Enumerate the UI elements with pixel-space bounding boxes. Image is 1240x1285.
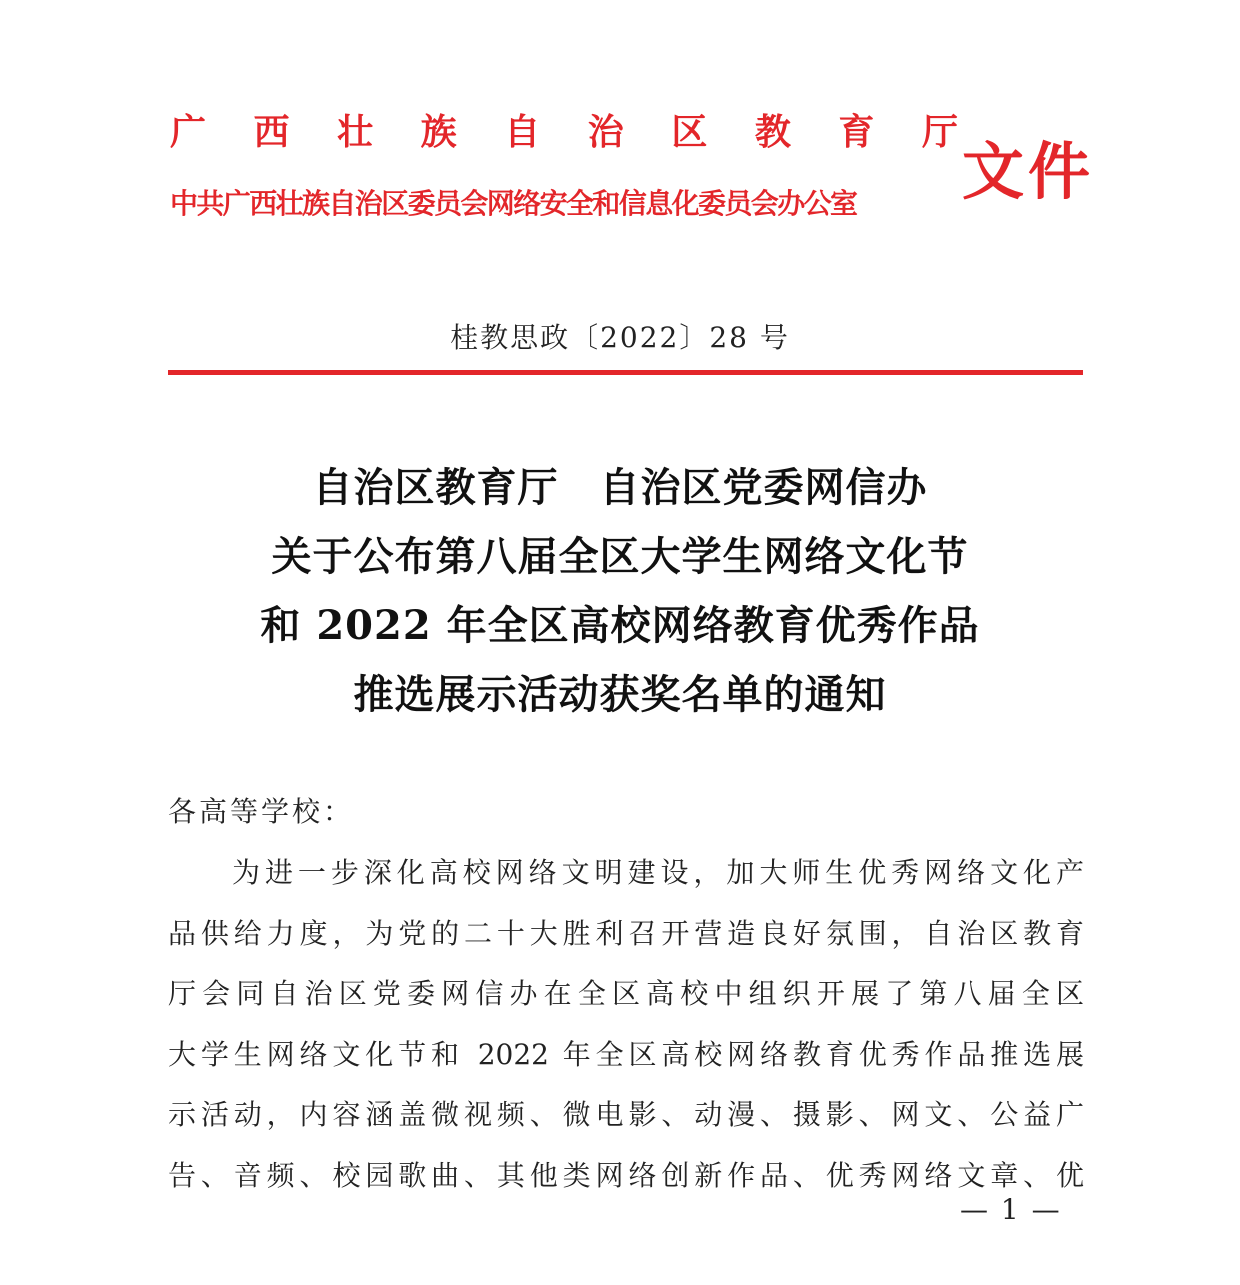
body-line: 告、音频、校园歌曲、其他类网络创新作品、优秀网络文章、优 <box>168 1158 1084 1192</box>
body-paragraph <box>168 843 1084 1207</box>
body-line: 品供给力度，为党的二十大胜利召开营造良好氛围，自治区教育 <box>168 916 1084 950</box>
body-line: 为进一步深化高校网络文明建设，加大师生优秀网络文化产 <box>232 856 1084 889</box>
document-title <box>0 453 1240 729</box>
title-line: 推选展示活动获奖名单的通知 <box>353 671 887 718</box>
title-line: 自治区教育厅 自治区党委网信办 <box>312 464 928 511</box>
document-number: 桂教思政〔2022〕28 号 <box>450 321 790 354</box>
body-line: 示活动，内容涵盖微视频、微电影、动漫、摄影、网文、公益广 <box>168 1098 1084 1132</box>
document-type-mark: 文件 <box>962 135 1095 208</box>
title-line: 和 2022 年全区高校网络教育优秀作品 <box>260 602 980 649</box>
red-divider-rule <box>168 370 1083 375</box>
title-line: 关于公布第八届全区大学生网络文化节 <box>271 533 969 580</box>
issuer-org-education-dept: 广西壮族自治区教育厅 <box>170 111 960 153</box>
salutation: 各高等学校： <box>168 795 355 828</box>
page-number: — 1 — <box>960 1193 1062 1226</box>
body-line: 厅会同自治区党委网信办在全区高校中组织开展了第八届全区 <box>168 977 1084 1011</box>
body-line: 大学生网络文化节和 2022 年全区高校网络教育优秀作品推选展 <box>168 1037 1084 1071</box>
issuer-org-cyberspace-office: 中共广西壮族自治区委员会网络安全和信息化委员会办公室 <box>170 187 857 220</box>
